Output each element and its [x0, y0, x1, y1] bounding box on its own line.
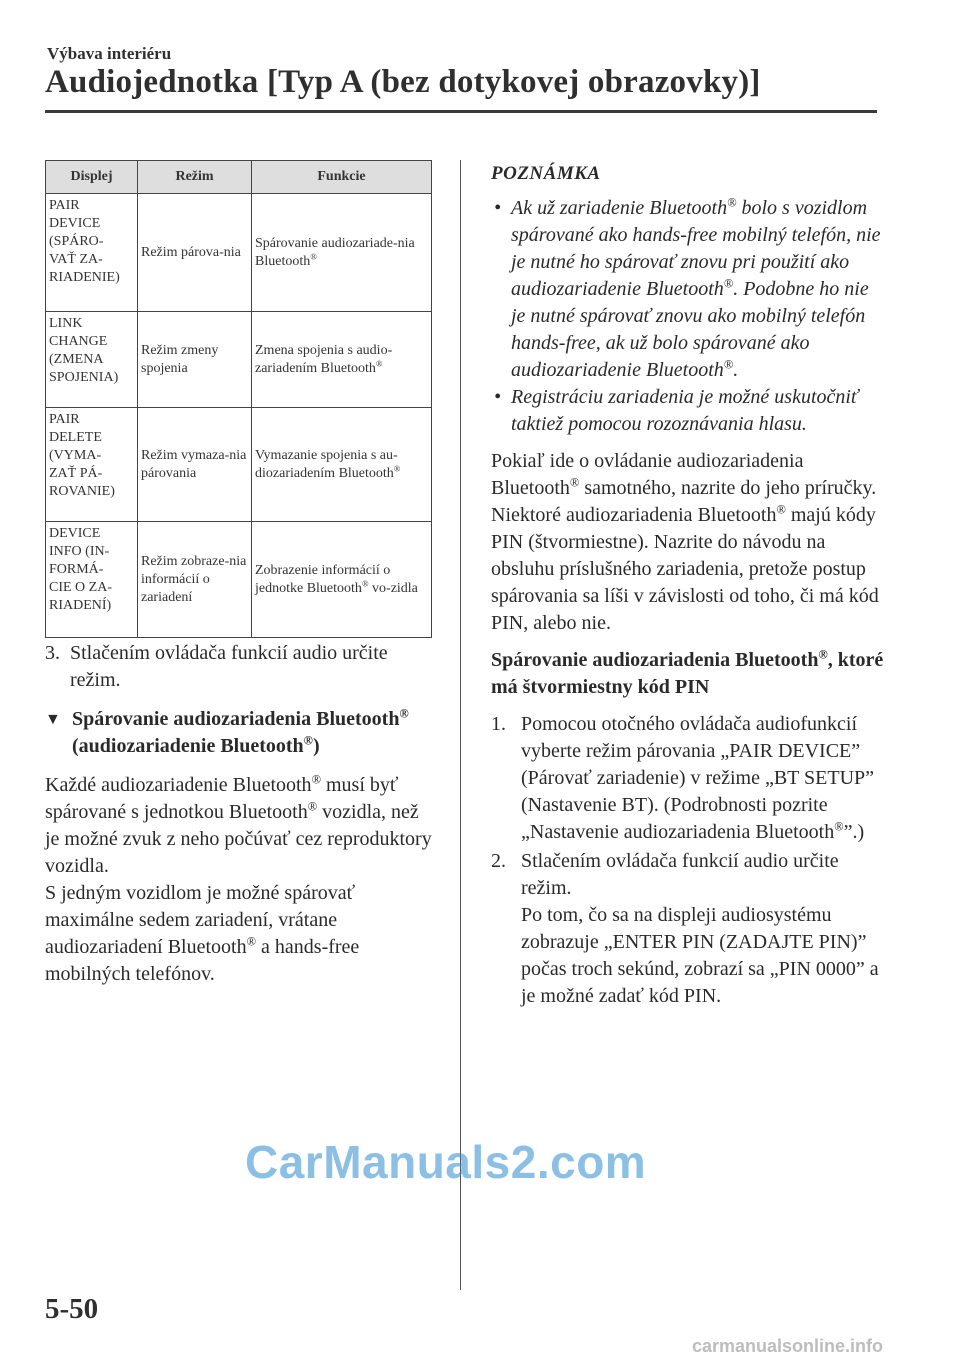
title-rule — [45, 110, 877, 113]
note-item: • Registráciu zariadenia je možné uskutočniť taktiež pomocou rozoznávania hlasu. — [494, 384, 886, 438]
bullet-icon: • — [494, 197, 502, 219]
mode-cell: Režim zobraze-nia informácií o zariadení — [138, 522, 252, 638]
section-label: Výbava interiéru — [47, 44, 172, 63]
display-cell: PAIR DEVICE (SPÁRO- VAŤ ZA- RIADENIE) — [46, 194, 138, 312]
table-row — [46, 194, 432, 312]
note-item: • Ak už zariadenie Bluetooth® bolo s vozidlom spárované ako hands-free mobilný telefón, nie je nutné ho spárovať znovu pri použití ako audiozariadenie Bluetooth®. Podobne ho nie je nutné spárovať znovu ako mobilný telefón hands-free, ak už bolo spárované ako audiozariadenie Bluetooth®. — [494, 195, 886, 384]
header-display: Displej — [46, 161, 138, 194]
bullet-icon: • — [494, 386, 502, 408]
mode-cell: Režim párova-nia — [138, 194, 252, 312]
function-cell: Spárovanie audiozariade-nia Bluetooth® — [252, 194, 432, 312]
paragraph: Každé audiozariadenie Bluetooth® musí byť spárované s jednotkou Bluetooth® vozidla, než je možné zvuk z neho počúvať cez reproduktory vozidla. S jedným vozidlom je možné spárovať maximálne sedem zariadení, vrátane audiozariadení Bluetooth® a hands-free mobilných telefónov. — [45, 772, 432, 985]
note-title: POZNÁMKA — [491, 163, 601, 184]
table-header-row — [46, 161, 432, 194]
footer-site-link[interactable]: carmanualsonline.info — [692, 1336, 884, 1356]
step-2: 2. Stlačením ovládača funkcií audio určite režim. Po tom, čo sa na displeji audiosystému zobrazuje „ENTER PIN (ZADAJTE PIN)” počas troch sekúnd, zobrazí sa „PIN 0000” a je možné zadať kód PIN. — [491, 850, 879, 1007]
display-cell: PAIR DELETE (VYMA- ZAŤ PÁ- ROVANIE) — [46, 408, 138, 522]
function-cell: Vymazanie spojenia s au-diozariadením Bluetooth® — [252, 408, 432, 522]
pairing-subheading: ▼ Spárovanie audiozariadenia Bluetooth® (audiozariadenie Bluetooth®) — [45, 706, 435, 760]
right-column — [491, 160, 886, 1010]
watermark-logo: CarManuals2.com — [245, 1136, 647, 1188]
table-row — [46, 312, 432, 408]
mode-cell: Režim vymaza-nia párovania — [138, 408, 252, 522]
triangle-marker-icon: ▼ — [45, 711, 61, 728]
mode-cell: Režim zmeny spojenia — [138, 312, 252, 408]
column-divider — [460, 160, 461, 1290]
step-3: 3. Stlačením ovládača funkcií audio určite režim. — [45, 642, 388, 691]
display-cell: LINK CHANGE (ZMENA SPOJENIA) — [46, 312, 138, 408]
page-title: Audiojednotka [Typ A (bez dotykovej obrazovky)] — [45, 64, 761, 100]
step-1: 1. Pomocou otočného ovládača audiofunkcií vyberte režim párovania „PAIR DEVICE” (Párovať zariadenie) v režime „BT SETUP” (Nastavenie BT). (Podrobnosti pozrite „Nastavenie audiozariadenia Bluetooth®”.) — [491, 713, 875, 843]
function-cell: Zobrazenie informácií o jednotke Bluetooth® vo-zidla — [252, 522, 432, 638]
left-column — [45, 640, 435, 988]
table-row — [46, 408, 432, 522]
table-row — [46, 522, 432, 638]
header-mode: Režim — [138, 161, 252, 194]
paragraph: Pokiaľ ide o ovládanie audiozariadenia Bluetooth® samotného, nazrite do jeho príručky. Niektoré audiozariadenia Bluetooth® majú kódy PIN (štvormiestne). Nazrite do návodu na obsluhu príslušného zariadenia, pretože postup spárovania sa líši v závislosti od toho, či má kód PIN, alebo nie. — [491, 450, 879, 634]
header-function: Funkcie — [252, 161, 432, 194]
modes-table — [45, 160, 432, 638]
pin-pairing-heading: Spárovanie audiozariadenia Bluetooth®, ktoré má štvormiestny kód PIN — [491, 647, 884, 698]
page-number: 5-50 — [45, 1293, 99, 1325]
display-cell: DEVICE INFO (IN- FORMÁ- CIE O ZA- RIADENÍ) — [46, 522, 138, 638]
function-cell: Zmena spojenia s audio-zariadením Bluetooth® — [252, 312, 432, 408]
